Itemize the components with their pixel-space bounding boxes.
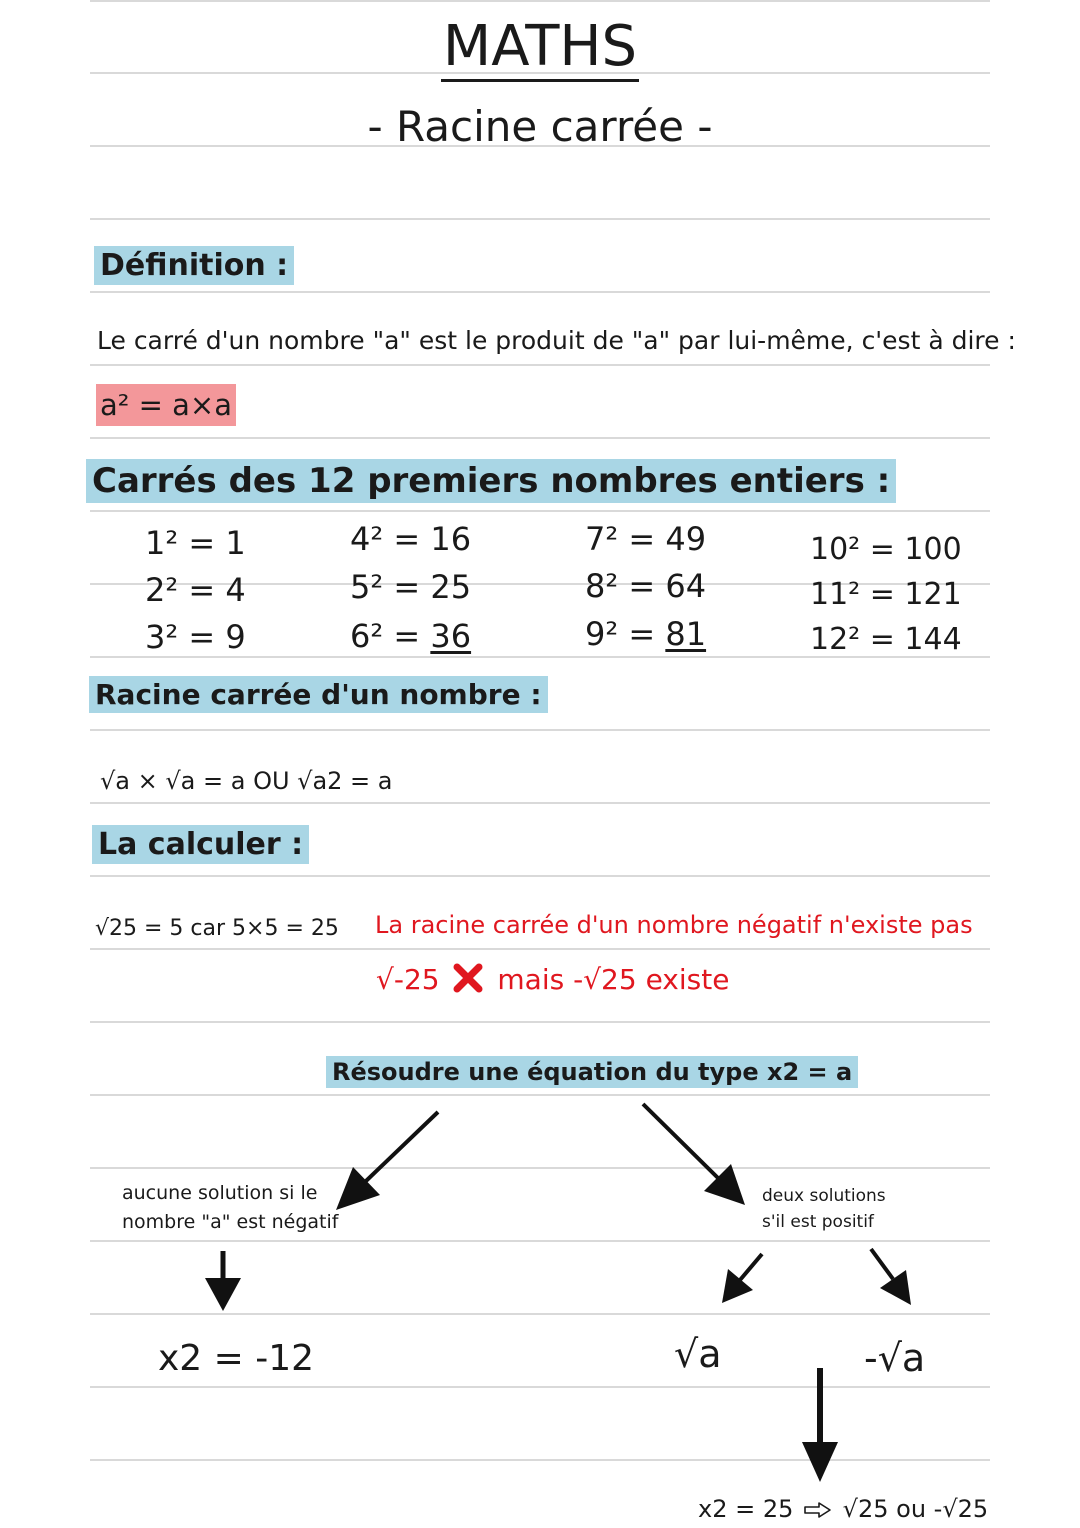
solution-negative: -√a <box>864 1336 926 1380</box>
square-8: 8² = 64 <box>585 567 707 605</box>
squares-heading: Carrés des 12 premiers nombres entiers : <box>86 459 896 503</box>
root-formula: √a × √a = a OU √a2 = a <box>100 767 393 795</box>
page-title-text: MATHS <box>441 14 639 82</box>
square-9-label: 9² = <box>585 615 666 653</box>
root-heading: Racine carrée d'un nombre : <box>89 676 548 713</box>
square-3: 3² = 9 <box>145 618 246 656</box>
square-6-value: 36 <box>430 617 472 655</box>
calc-heading: La calculer : <box>92 825 309 864</box>
calc-warning: La racine carrée d'un nombre négatif n'existe pas <box>375 911 973 939</box>
square-12: 12² = 144 <box>810 622 962 657</box>
square-4: 4² = 16 <box>350 520 472 558</box>
arrow-left-down-icon <box>336 1112 438 1210</box>
arrow-down-icon <box>205 1251 241 1311</box>
no-solution-line1: aucune solution si le <box>122 1182 318 1204</box>
no-solution-line2: nombre "a" est négatif <box>122 1211 339 1233</box>
arrow-down-left-icon <box>722 1254 762 1303</box>
arrow-down-right-icon <box>871 1249 911 1305</box>
calc-negative-root: √-25 <box>376 963 440 996</box>
square-11: 11² = 121 <box>810 577 962 612</box>
bottom-example-solutions: √25 ou -√25 <box>842 1495 989 1523</box>
page-subtitle: - Racine carrée - <box>367 102 713 151</box>
square-7: 7² = 49 <box>585 520 707 558</box>
square-2: 2² = 4 <box>145 571 246 609</box>
solution-positive: √a <box>674 1332 722 1376</box>
square-9-value: 81 <box>665 615 707 653</box>
equation-heading: Résoudre une équation du type x2 = a <box>326 1056 858 1088</box>
square-6-label: 6² = <box>350 617 431 655</box>
arrow-long-down-icon <box>802 1368 838 1482</box>
square-5: 5² = 25 <box>350 568 472 606</box>
calc-negative-exists: mais -√25 existe <box>497 963 730 996</box>
definition-formula: a² = a×a <box>96 384 236 426</box>
two-solutions-line1: deux solutions <box>762 1186 886 1206</box>
square-1: 1² = 1 <box>145 524 246 562</box>
definition-heading: Définition : <box>94 246 294 285</box>
square-10: 10² = 100 <box>810 532 962 567</box>
calc-example: √25 = 5 car 5×5 = 25 <box>95 916 339 941</box>
bottom-example-equation: x2 = 25 <box>698 1495 794 1523</box>
arrow-right-down-icon <box>643 1104 745 1205</box>
example-negative: x2 = -12 <box>158 1338 315 1379</box>
two-solutions-line2: s'il est positif <box>762 1212 874 1232</box>
definition-text: Le carré d'un nombre "a" est le produit de "a" par lui-même, c'est à dire : <box>97 326 1016 355</box>
